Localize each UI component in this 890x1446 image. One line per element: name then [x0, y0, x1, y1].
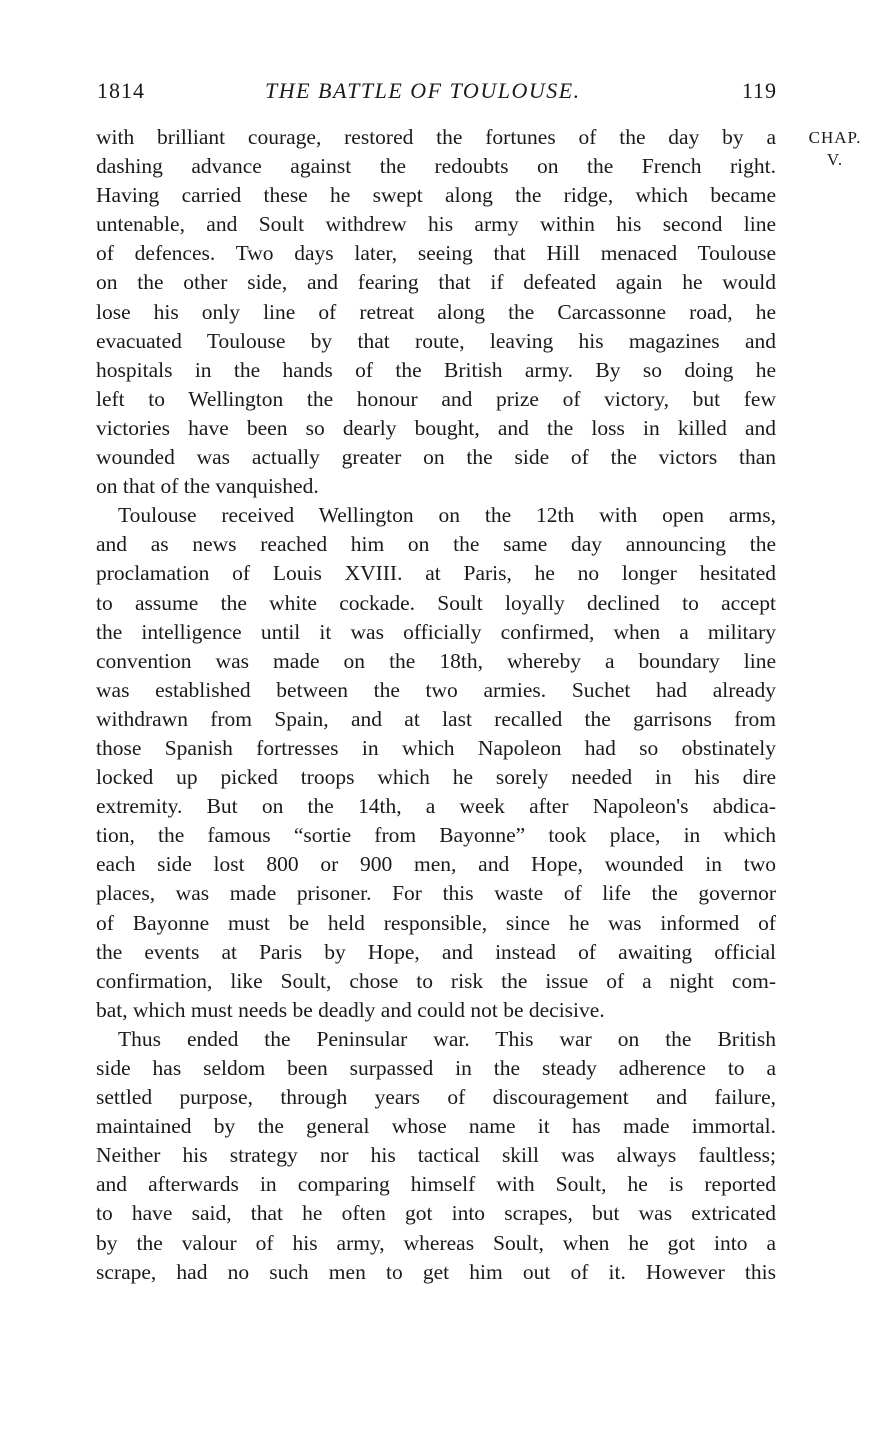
text-line: withdrawn from Spain, and at last recalled the garrisons from: [96, 706, 776, 731]
text-line: scrape, had no such men to get him out of it. However this: [96, 1259, 776, 1284]
body-text: [96, 123, 776, 1287]
running-head-title: THE BATTLE OF TOULOUSE.: [265, 78, 581, 103]
chapter-number: V.: [826, 150, 844, 169]
text-line: was established between the two armies. Suchet had already: [96, 677, 776, 702]
text-line: Having carried these he swept along the ridge, which became: [96, 183, 776, 208]
paragraph: [96, 123, 776, 501]
text-line: hospitals in the hands of the British army. By so doing he: [96, 357, 776, 382]
text-line: by the valour of his army, whereas Soult, when he got into a: [96, 1230, 776, 1255]
text-line: victories have been so dearly bought, and the loss in killed and: [96, 415, 776, 440]
chapter-margin-note: [800, 127, 870, 171]
text-line: left to Wellington the honour and prize of victory, but few: [96, 386, 776, 411]
text-line: settled purpose, through years of discouragement and failure,: [96, 1085, 776, 1110]
text-line: evacuated Toulouse by that route, leaving his magazines and: [96, 328, 776, 353]
text-line: of defences. Two days later, seeing that Hill menaced Toulouse: [96, 241, 776, 266]
chapter-label: CHAP.: [808, 128, 862, 147]
text-line: the intelligence until it was officially confirmed, when a military: [96, 619, 776, 644]
text-line: to have said, that he often got into scrapes, but was extricated: [96, 1201, 776, 1226]
running-head-year: 1814: [97, 78, 145, 103]
text-line: convention was made on the 18th, whereby a boundary line: [96, 648, 776, 673]
text-line: tion, the famous “sortie from Bayonne” took place, in which: [96, 823, 776, 848]
text-line: Neither his strategy nor his tactical skill was always faultless;: [96, 1143, 776, 1168]
text-line: lose his only line of retreat along the Carcassonne road, he: [96, 299, 776, 324]
text-line: those Spanish fortresses in which Napoleon had so obstinately: [96, 735, 776, 760]
text-line: side has seldom been surpassed in the steady adherence to a: [96, 1056, 776, 1080]
text-line: each side lost 800 or 900 men, and Hope, wounded in two: [96, 852, 776, 877]
text-line: proclamation of Louis XVIII. at Paris, he no longer hesitated: [96, 561, 776, 586]
text-line: on that of the vanquished.: [96, 474, 319, 499]
page-number: 119: [741, 78, 777, 103]
text-line: of Bayonne must be held responsible, since he was informed of: [96, 910, 776, 935]
text-line: with brilliant courage, restored the fortunes of the day by a: [96, 125, 776, 149]
text-line: bat, which must needs be deadly and could not be decisive.: [96, 997, 605, 1022]
text-line: wounded was actually greater on the side of the victors than: [96, 445, 776, 470]
text-line: and as news reached him on the same day announcing the: [96, 532, 776, 557]
text-line: locked up picked troops which he sorely needed in his dire: [96, 765, 776, 790]
text-line: dashing advance against the redoubts on the French right.: [96, 154, 776, 179]
running-head: [97, 76, 777, 106]
text-line: and afterwards in comparing himself with Soult, he is reported: [96, 1172, 776, 1197]
text-line: to assume the white cockade. Soult loyally declined to accept: [96, 590, 776, 615]
text-line: maintained by the general whose name it has made immortal.: [96, 1114, 776, 1139]
text-line: untenable, and Soult withdrew his army within his second line: [96, 212, 776, 237]
text-line: places, was made prisoner. For this waste of life the governor: [96, 881, 776, 906]
paragraph: [96, 1025, 776, 1287]
text-line: Toulouse received Wellington on the 12th with open arms,: [118, 503, 776, 528]
text-line: confirmation, like Soult, chose to risk the issue of a night com-: [96, 968, 776, 993]
text-line: extremity. But on the 14th, a week after Napoleon's abdica-: [96, 794, 776, 819]
paragraph: [96, 501, 776, 1025]
text-line: the events at Paris by Hope, and instead of awaiting official: [96, 939, 776, 964]
text-line: Thus ended the Peninsular war. This war on the British: [118, 1026, 776, 1051]
text-line: on the other side, and fearing that if defeated again he would: [96, 270, 776, 295]
